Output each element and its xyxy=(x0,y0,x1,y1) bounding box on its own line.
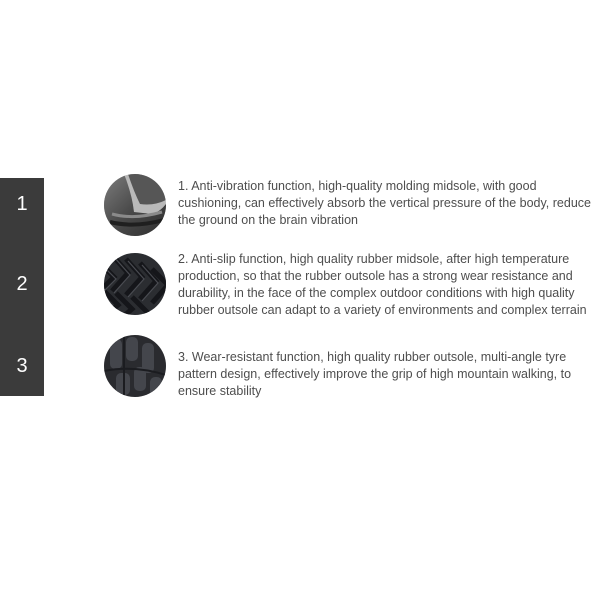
feature-number-1: 1 xyxy=(16,193,28,215)
anti-slip-tread-icon xyxy=(104,253,166,315)
feature-number-2: 2 xyxy=(16,273,28,295)
tyre-pattern-outsole-icon xyxy=(104,335,166,397)
feature-description-1: 1. Anti-vibration function, high-quality molding midsole, with good cushioning, can effectively absorb the vertical pressure of the body, reduce the ground on the brain vibration xyxy=(178,179,591,227)
midsole-cushion-icon xyxy=(104,174,166,236)
feature-description-3: 3. Wear-resistant function, high quality rubber outsole, multi-angle tyre pattern design, effectively improve the grip of high mountain walking, to ensure stability xyxy=(178,350,572,398)
feature-description-2: 2. Anti-slip function, high quality rubber midsole, after high temperature production, so that the rubber outsole has a strong wear resistance and durability, in the face of the complex outdoor conditions with high quality rubber outsole can adapt to a variety of environments and complex terrain xyxy=(178,252,587,317)
feature-number-3: 3 xyxy=(16,355,28,377)
